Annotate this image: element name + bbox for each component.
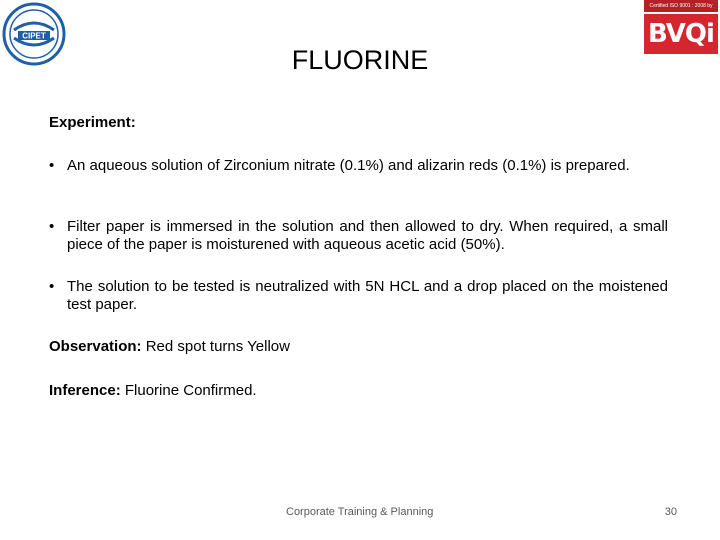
bullet-item-2 [49,218,668,254]
experiment-heading [49,113,136,133]
experiment-label: Experiment: [49,114,136,131]
svg-text:CIPET: CIPET [22,31,46,41]
bullet-dot: • [49,218,55,235]
slide-footer [0,506,720,526]
inference-line [49,381,257,401]
page-number: 30 [664,506,677,518]
bullet-text: An aqueous solution of Zirconium nitrate (0.1%) and alizarin reds (0.1%) is prepared. [67,157,630,174]
bullet-dot: • [49,157,55,174]
bullet-item-1 [49,157,668,175]
bullet-item-3 [49,278,668,314]
observation-value: Red spot turns Yellow [145,338,290,355]
observation-label: Observation: [49,338,142,355]
bullet-text: Filter paper is immersed in the solution and then allowed to dry. When required, a small piece of the paper is moisturened with aqueous acetic acid (50%). [67,218,668,253]
inference-label: Inference: [49,382,121,399]
certification-text: Certified ISO 9001 : 2008 by [644,0,718,12]
observation-line [49,337,290,357]
bullet-text: The solution to be tested is neutralized with 5N HCL and a drop placed on the moistened test paper. [67,278,668,313]
footer-text: Corporate Training & Planning [286,506,434,518]
bullet-dot: • [49,278,55,295]
bvqi-brand: BVQi [644,14,718,54]
inference-value: Fluorine Confirmed. [124,382,257,399]
slide-title: FLUORINE [291,45,429,75]
